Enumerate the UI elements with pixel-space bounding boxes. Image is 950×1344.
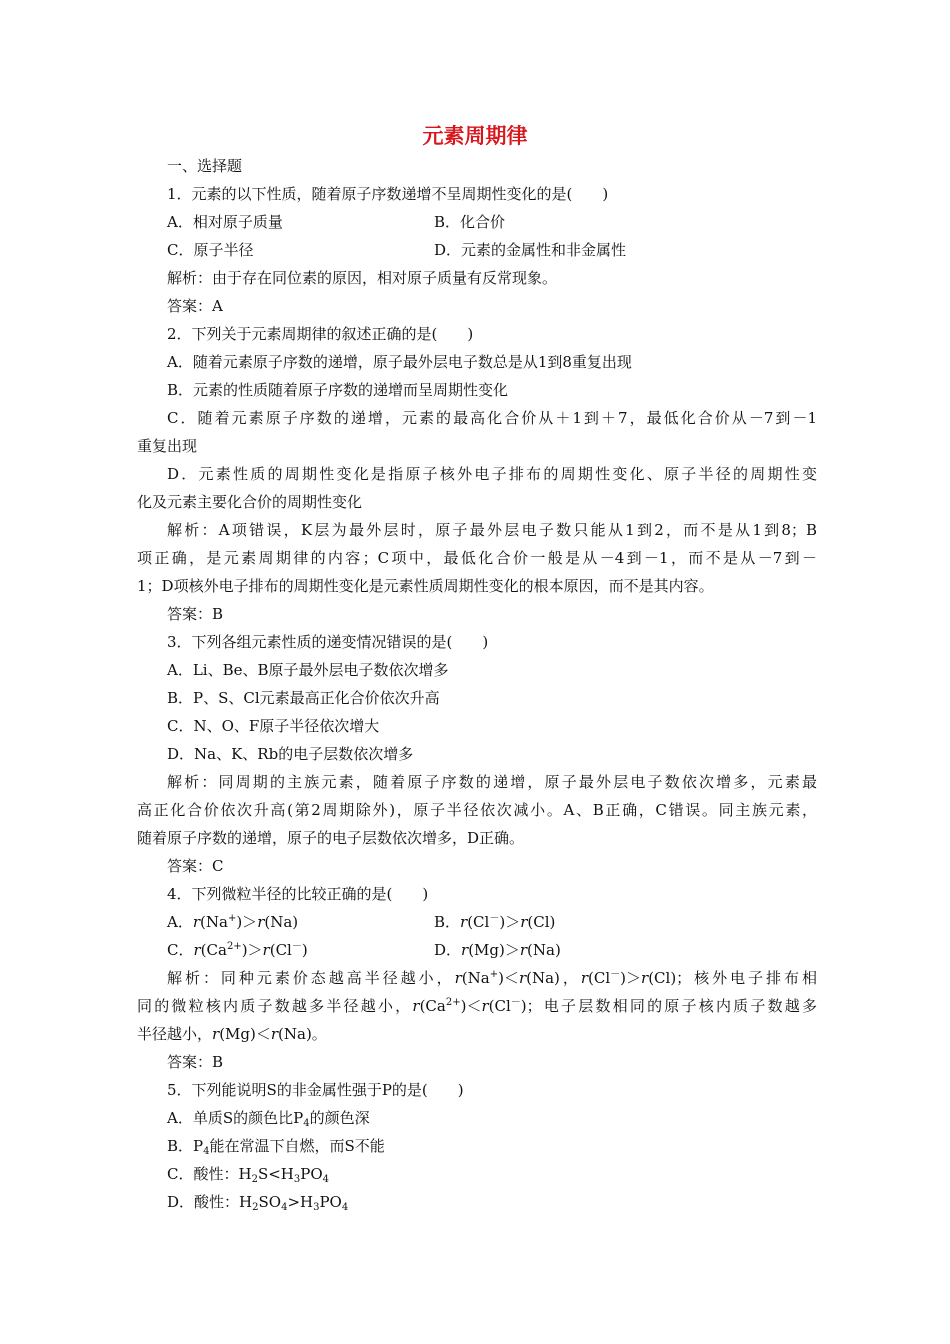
q3-answer: 答案：C [167, 857, 224, 875]
q4-option-c: C．$r(Ca^{2+})>r(Cl^-)$ [167, 941, 308, 959]
q1-option-c: C．原子半径 [167, 241, 254, 259]
q2-option-a: A．随着元素原子序数的递增，原子最外层电子数总是从1到8重复出现 [167, 353, 632, 371]
q5-stem: 5．下列能说明S的非金属性强于P的是( ) [167, 1081, 464, 1099]
q3-stem: 3．下列各组元素性质的递变情况错误的是( ) [167, 633, 489, 651]
q2-stem: 2．下列关于元素周期律的叙述正确的是( ) [167, 325, 474, 343]
q5-option-b: B．$P_4$能在常温下自燃，而S不能 [167, 1137, 385, 1157]
q3-option-c: C．N、O、F原子半径依次增大 [167, 717, 380, 735]
q1-option-b: B．化合价 [434, 213, 506, 231]
q4-option-d: D．r(Mg)＞r(Na) [434, 941, 561, 959]
q2-answer: 答案：B [167, 605, 224, 623]
q3-option-d: D．Na、K、Rb的电子层数依次增多 [167, 745, 414, 763]
q4-analysis-line3: 半径越小，r(Mg)＜r(Na)。 [137, 1025, 327, 1043]
q4-option-a: A．r(Na+)＞r(Na) [167, 913, 299, 931]
q1-stem: 1．元素的以下性质，随着原子序数递增不呈周期性变化的是( ) [167, 185, 609, 203]
q3-analysis-line2: 高正化合价依次升高(第2周期除外)，原子半径依次减小。A、B正确，C错误。同主族元素， [137, 801, 817, 819]
q4-answer: 答案：B [167, 1053, 224, 1071]
q3-option-b: B．P、S、Cl元素最高正化合价依次升高 [167, 689, 440, 707]
q1-option-a: A．相对原子质量 [167, 213, 283, 231]
q1-analysis: 解析：由于存在同位素的原因，相对原子质量有反常现象。 [167, 269, 558, 287]
q4-options-row-2 [137, 936, 817, 964]
section-heading: 一、选择题 [167, 157, 243, 175]
q2-analysis-line1: 解析：A项错误，K层为最外层时，原子最外层电子数只能从1到2，而不是从1到8；B [167, 521, 817, 539]
q4-analysis-line2: 同的微粒核内质子数越多半径越小，$r(Ca^{2+})<r(Cl^-)$；电子层数相同的原子核内质子数越多 [137, 997, 817, 1015]
q2-analysis-line3: 1；D项核外电子排布的周期性变化是元素性质周期性变化的根本原因，而不是其内容。 [137, 577, 714, 595]
q5-option-d: D．酸性：$H_2SO_4>H_3PO_4$ [167, 1193, 349, 1213]
q2-option-b: B．元素的性质随着原子序数的递增而呈周期性变化 [167, 381, 509, 399]
q5-option-c: C．酸性：$H_2S<H_3PO_4$ [167, 1165, 330, 1185]
q2-option-c-line2: 重复出现 [137, 437, 198, 455]
document-title: 元素周期律 [422, 124, 528, 148]
q4-analysis-line1: 解析：同种元素价态越高半径越小，r(Na+)＜r(Na)，r(Cl－)＞r(Cl)；核外电子排布相 [167, 969, 817, 987]
q1-option-d: D．元素的金属性和非金属性 [434, 241, 627, 259]
q4-option-b: B．r(Cl－)＞r(Cl) [434, 913, 556, 931]
q2-option-d-line2: 化及元素主要化合价的周期性变化 [137, 493, 363, 511]
q4-stem: 4．下列微粒半径的比较正确的是( ) [167, 885, 429, 903]
q2-option-c-line1: C．随着元素原子序数的递增，元素的最高化合价从＋1到＋7，最低化合价从－7到－1 [167, 409, 817, 427]
q2-analysis-line2: 项正确，是元素周期律的内容；C项中，最低化合价一般是从－4到－1，而不是从－7到－ [137, 549, 817, 567]
q4-options-row-1 [137, 908, 817, 936]
document-body [137, 152, 817, 1216]
q1-options-row-2 [137, 236, 817, 264]
q3-option-a: A．Li、Be、B原子最外层电子数依次增多 [167, 661, 449, 679]
q2-option-d-line1: D．元素性质的周期性变化是指原子核外电子排布的周期性变化、原子半径的周期性变 [167, 465, 817, 483]
q3-analysis-line3: 随着原子序数的递增，原子的电子层数依次增多，D正确。 [137, 829, 525, 847]
q1-answer: 答案：A [167, 297, 223, 315]
q3-analysis-line1: 解析：同周期的主族元素，随着原子序数的递增，原子最外层电子数依次增多，元素最 [167, 773, 817, 791]
q5-option-a: A．单质S的颜色比$P_4$的颜色深 [167, 1109, 370, 1129]
q1-options-row-1 [137, 208, 817, 236]
